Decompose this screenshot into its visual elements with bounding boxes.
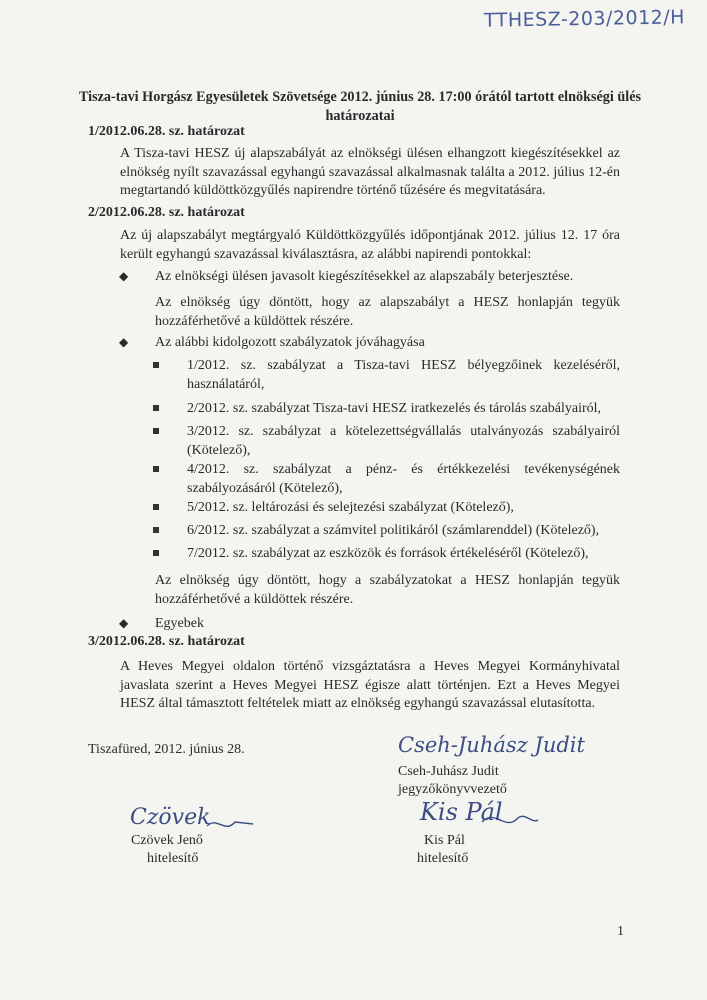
agenda-item-2-note: Az elnökség úgy döntött, hogy a szabályzatokat a HESZ honlapján tegyük hozzáférhetővé a küldöttek részére. <box>155 573 620 607</box>
resolution-1-text: A Tisza-tavi HESZ új alapszabályát az elnökségi ülésen elhangzott kiegészítésekkel az elnökség nyílt szavazással egyhangú szavazással alkalmasnak találta a 2012. július 12-én megtartandó küldöttközgyűlés napirendre történő tűzésére és megvitatására. <box>120 146 620 198</box>
square-bullet-icon <box>153 466 159 472</box>
agenda-item-2: Az alábbi kidolgozott szabályzatok jóváhagyása <box>155 335 425 350</box>
regulation-item: 4/2012. sz. szabályzat a pénz- és értékkezelési tevékenységének szabályozásáról (Kötelező), <box>187 462 620 496</box>
regulation-item: 5/2012. sz. leltározási és selejtezési szabályzat (Kötelező), <box>187 500 514 515</box>
regulation-item: 2/2012. sz. szabályzat Tisza-tavi HESZ iratkezelés és tárolás szabályairól, <box>187 401 602 416</box>
diamond-bullet-icon: ◆ <box>119 335 129 349</box>
signature-czovek: Czövek <box>130 805 211 830</box>
document-title: Tisza-tavi Horgász Egyesületek Szövetsége 2012. június 28. 17:00 órától tartott elnökségi ülés határozatai <box>78 89 642 124</box>
agenda-item-3: Egyebek <box>155 616 204 631</box>
registry-stamp: TTHESZ-203/2012/H <box>483 6 686 32</box>
signature-flourish <box>205 812 255 836</box>
place-date: Tiszafüred, 2012. június 28. <box>88 742 245 757</box>
resolution-2-heading: 2/2012.06.28. sz. határozat <box>88 205 245 220</box>
square-bullet-icon <box>153 504 159 510</box>
resolution-3-heading: 3/2012.06.28. sz. határozat <box>88 634 245 649</box>
diamond-bullet-icon: ◆ <box>119 616 129 630</box>
page-number: 1 <box>617 924 624 939</box>
signatory-name: Czövek Jenő <box>131 833 203 848</box>
agenda-item-1-note: Az elnökség úgy döntött, hogy az alapszabályt a HESZ honlapján tegyük hozzáférhetővé a küldöttek részére. <box>155 295 620 329</box>
signatory-name: Kis Pál <box>424 833 465 848</box>
regulation-item: 3/2012. sz. szabályzat a kötelezettségvállalás utalványozás szabályairól (Kötelező), <box>187 424 620 458</box>
regulation-item: 7/2012. sz. szabályzat az eszközök és források értékeléséről (Kötelező), <box>187 546 589 561</box>
resolution-1-heading: 1/2012.06.28. sz. határozat <box>88 124 245 139</box>
signatory-role: hitelesítő <box>417 851 469 866</box>
regulation-item: 6/2012. sz. szabályzat a számvitel politikáról (számlarenddel) (Kötelező), <box>187 523 600 538</box>
square-bullet-icon <box>153 405 159 411</box>
diamond-bullet-icon: ◆ <box>119 269 129 283</box>
square-bullet-icon <box>153 428 159 434</box>
signatory-name: Cseh-Juhász Judit <box>398 764 499 779</box>
signature-kis-pal: Kis Pál <box>420 798 503 826</box>
resolution-3-text: A Heves Megyei oldalon történő vizsgáztatásra a Heves Megyei Kormányhivatal javaslata szerint a Heves Megyei HESZ égisze alatt történjen. Ezt a Heves Megyei HESZ által támasztott feltételek miatt az elnökség egyhangú szavazással elutasította. <box>120 659 620 711</box>
signatory-role: hitelesítő <box>147 851 199 866</box>
square-bullet-icon <box>153 550 159 556</box>
resolution-2-text: Az új alapszabályt megtárgyaló Küldöttközgyűlés időpontjának 2012. július 12. 17 óra került egyhangú szavazással kiválasztásra, az alábbi napirendi pontokkal: <box>120 228 620 262</box>
signature-flourish <box>480 806 540 832</box>
square-bullet-icon <box>153 527 159 533</box>
square-bullet-icon <box>153 362 159 368</box>
regulation-item: 1/2012. sz. szabályzat a Tisza-tavi HESZ bélyegzőinek kezeléséről, használatáról, <box>187 358 620 392</box>
agenda-item-1: Az elnökségi ülésen javasolt kiegészítésekkel az alapszabály beterjesztése. <box>155 269 574 284</box>
signature-cseh-juhasz: Cseh-Juhász Judit <box>398 733 585 757</box>
signatory-role: jegyzőkönyvvezető <box>398 782 507 797</box>
